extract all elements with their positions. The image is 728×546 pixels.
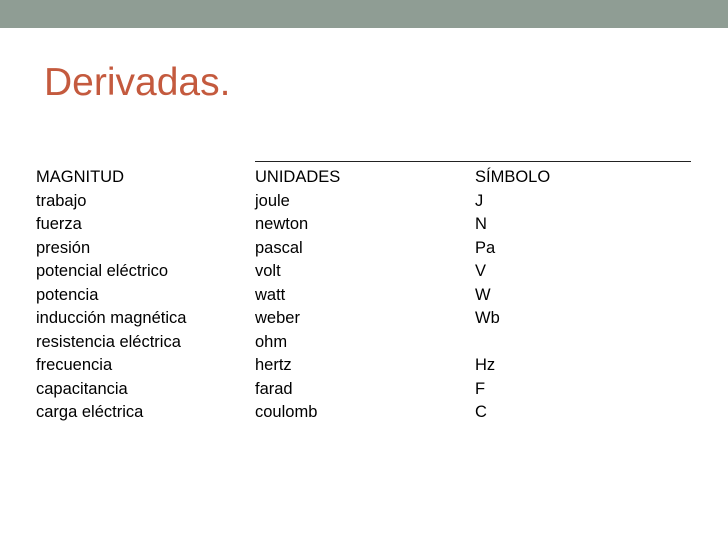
table-row bbox=[36, 190, 696, 214]
unit-cell: volt bbox=[255, 262, 281, 280]
symbol-cell: F bbox=[475, 379, 486, 398]
unit-cell: coulomb bbox=[255, 403, 318, 421]
symbol-cell: W bbox=[475, 285, 491, 304]
table-row bbox=[36, 284, 696, 308]
magnitude-cell: trabajo bbox=[36, 191, 87, 210]
symbol-cell: J bbox=[475, 191, 484, 210]
unit-cell: hertz bbox=[255, 356, 292, 374]
magnitude-cell: capacitancia bbox=[36, 379, 128, 398]
unit-cell: newton bbox=[255, 215, 309, 233]
symbol-cell: N bbox=[475, 215, 487, 233]
unit-cell: weber bbox=[255, 309, 300, 327]
table-row bbox=[36, 260, 696, 284]
header-magnitud: MAGNITUD bbox=[36, 168, 124, 186]
magnitude-cell: resistencia eléctrica bbox=[36, 332, 181, 351]
symbol-cell: Hz bbox=[475, 356, 496, 374]
table-row bbox=[36, 378, 696, 402]
header-unidades: UNIDADES bbox=[255, 168, 341, 186]
magnitude-cell: potencia bbox=[36, 285, 99, 304]
unit-cell: watt bbox=[255, 285, 286, 304]
magnitude-cell: fuerza bbox=[36, 215, 82, 233]
magnitude-cell: presión bbox=[36, 238, 91, 257]
magnitude-cell: carga eléctrica bbox=[36, 403, 144, 421]
table-row bbox=[36, 237, 696, 261]
symbol-cell: V bbox=[475, 262, 487, 280]
table-row bbox=[36, 401, 696, 425]
table-row bbox=[36, 213, 696, 237]
unit-cell: joule bbox=[255, 191, 290, 210]
header-divider-line bbox=[255, 161, 691, 162]
table-row bbox=[36, 354, 696, 378]
table-row bbox=[36, 307, 696, 331]
symbol-cell: C bbox=[475, 403, 487, 421]
magnitude-cell: inducción magnética bbox=[36, 309, 187, 327]
symbol-cell: Wb bbox=[475, 309, 500, 327]
header-simbolo: SÍMBOLO bbox=[475, 168, 551, 186]
unit-cell: ohm bbox=[255, 332, 288, 351]
slide-title: Derivadas. bbox=[44, 61, 231, 104]
symbol-cell: Pa bbox=[475, 238, 496, 257]
magnitude-cell: potencial eléctrico bbox=[36, 262, 169, 280]
unit-cell: farad bbox=[255, 379, 293, 398]
magnitude-cell: frecuencia bbox=[36, 356, 113, 374]
units-table bbox=[36, 166, 696, 425]
unit-cell: pascal bbox=[255, 238, 303, 257]
top-accent-bar bbox=[0, 0, 728, 28]
table-header-row bbox=[36, 166, 696, 190]
table-row bbox=[36, 331, 696, 355]
